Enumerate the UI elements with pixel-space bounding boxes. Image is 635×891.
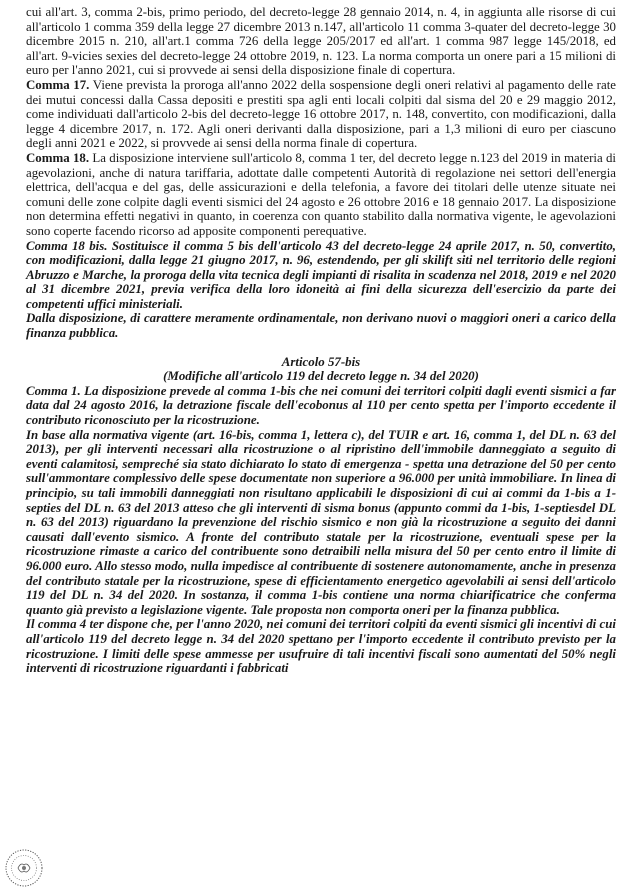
paragraph-text: Viene prevista la proroga all'anno 2022 della sospensione degli oneri relativi al pagamento delle rate dei mutui concessi dalla Cassa depositi e prestiti spa agli enti locali colpiti dal sisma del 20 e 29 maggio 2012, come individuati dall'articolo 2-bis del decreto-legge 16 ottobre 2017, n. 148, convertito, con modificazioni, dalla legge 4 dicembre 2017, n. 172. Agli oneri derivanti dalla disposizione, pari a 1,3 milioni di euro per ciascuno degli anni 2021 e 2022, si provvede ai sensi della norma finale di copertura.	[26, 77, 616, 151]
official-seal-stamp	[4, 848, 44, 888]
paragraph-label: Comma 18.	[26, 150, 90, 165]
paragraph-text: Comma 1. La disposizione prevede al comma 1-bis che nei comuni dei territori colpiti dagli eventi sismici a far data dal 24 agosto 2016, la detrazione fiscale dell'ecobonus al 110 per cento spetta per l'importo eccedente il contributo riconosciuto per la ricostruzione.	[26, 383, 616, 428]
paragraph-text: Comma 18 bis. Sostituisce il comma 5 bis dell'articolo 43 del decreto-legge 24 aprile 2017, n. 50, convertito, con modificazioni, dalla legge 21 giugno 2017, n. 96, estendendo, per gli skilift siti nel territorio delle regioni Abruzzo e Marche, la proroga della vita tecnica degli impianti di risalita in scadenza nel 2018, 2019 e nel 2020 al 31 dicembre 2021, previa verifica della loro idoneità ai fini della sicurezza dell'esercizio da parte dei competenti uffici ministeriali.	[26, 238, 616, 311]
paragraph-comma-18-bis	[26, 239, 616, 312]
paragraph-comma-17	[26, 78, 616, 151]
paragraph-text: Il comma 4 ter dispone che, per l'anno 2020, nei comuni dei territori colpiti da eventi sismici gli incentivi di cui all'articolo 119 del decreto legge n. 34 del 2020 spettano per l'importo eccedente il contributo previsto per la ricostruzione. I limiti delle spese ammesse per usufruire di tali incentivi fiscali sono aumentati del 50% negli interventi di ricostruzione riguardanti i fabbricati	[26, 617, 616, 676]
paragraph-normativa-vigente	[26, 428, 616, 618]
paragraph-comma-4-ter	[26, 617, 616, 675]
paragraph-no-oneri	[26, 311, 616, 340]
text-column	[26, 5, 616, 676]
paragraph-text: Dalla disposizione, di carattere meramente ordinamentale, non derivano nuovi o maggiori oneri a carico della finanza pubblica.	[26, 311, 616, 341]
paragraph-comma-18	[26, 151, 616, 239]
article-subtitle: (Modifiche all'articolo 119 del decreto legge n. 34 del 2020)	[163, 369, 479, 384]
article-heading	[26, 355, 616, 384]
article-title: Articolo 57-bis	[281, 354, 361, 369]
paragraph-text: In base alla normativa vigente (art. 16-bis, comma 1, lettera c), del TUIR e art. 16, comma 1, del DL n. 63 del 2013), per gli interventi necessari alla ricostruzione o al ripristino dell'immobile danneggiato a seguito di eventi calamitosi, sempreché sia stato dichiarato lo stato di emergenza - spetta una detrazione del 50 per cento sull'ammontare complessivo delle spese documentate non superiore a 96.000 per unità immobiliare. In linea di principio, su tali immobili danneggiati non risultano applicabili le disposizioni di cui ai commi da 1-bis a 1-septies del DL n. 63 del 2013 atteso che gli interventi di sisma bonus (appunto commi da 1-bis, 1-septiesdel DL n. 63 del 2013) riguardano la prevenzione del rischio sismico e non già la ricostruzione a seguito dei danni causati dall'evento sismico. A fronte del contributo statale per la ricostruzione, eventuali spese per la ricostruzione rimaste a carico del contribuente sono detraibili nella misura del 50 per cento entro il limite di 96.000 euro. Allo stesso modo, nulla impedisce al contribuente di sostenere autonomamente, anche in presenza del contributo statale per la ricostruzione, spese di efficientamento energetico agevolabili ai sensi dell'articolo 119 del DL n. 34 del 2020. In sostanza, il comma 1-bis contiene una norma chiarificatrice che conferma quanto già previsto a legislazione vigente. Tale proposta non comporta oneri per la finanza pubblica.	[26, 427, 616, 617]
paragraph-comma-1	[26, 384, 616, 428]
paragraph-continuation	[26, 5, 616, 78]
paragraph-text: cui all'art. 3, comma 2-bis, primo periodo, del decreto-legge 28 gennaio 2014, n. 4, in aggiunta alle risorse di cui all'articolo 1 comma 359 della legge 27 dicembre 2013 n.147, all'articolo 11 comma 3-quater del decreto-legge 30 dicembre 2015 n. 210, all'art.1 comma 726 della legge 205/2017 ed all'art. 1 comma 987 legge 145/2018, ed all'art. 9-vicies sexies del decreto-legge 24 ottobre 2019, n. 123. La norma comporta un onere pari a 15 milioni di euro per l'anno 2021, cui si provvede ai sensi della disposizione finale di copertura.	[26, 5, 616, 78]
paragraph-text: La disposizione interviene sull'articolo 8, comma 1 ter, del decreto legge n.123 del 2019 in materia di agevolazioni, anche di natura tariffaria, adottate dalle competenti Autorità di regolazione nei settori dell'energia elettrica, dell'acqua e del gas, delle assicurazioni e della telefonia, a favore dei titolari delle utenze situate nei comuni delle zone colpite dagli eventi sismici del 24 agosto e 26 ottobre 2016 e 18 gennaio 2017. La disposizione non determina effetti negativi in quanto, in coerenza con quanto stabilito dalla normativa vigente, le agevolazioni sono coperte facendo ricorso ad apposite componenti perequative.	[26, 150, 616, 238]
paragraph-label: Comma 17.	[26, 77, 90, 92]
